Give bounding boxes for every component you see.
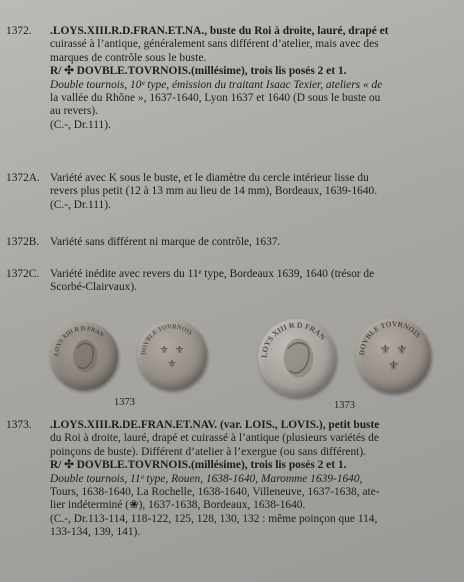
entry-1373 xyxy=(6,419,458,540)
svg-text:DOVBLE TOVRNOIS: DOVBLE TOVRNOIS xyxy=(357,319,423,356)
entry-number: 1372C. xyxy=(6,268,40,280)
entry-line: la vallée du Rhône », 1637-1640, Lyon 1637 et 1640 (D sous le buste ou xyxy=(50,92,381,105)
entry-line: R/ ✣ DOVBLE.TOVRNOIS.(millésime), trois lis posés 2 et 1. xyxy=(50,459,347,472)
entry-line: (C.-, Dr.111). xyxy=(50,118,111,131)
coin-caption: 1373 xyxy=(114,397,135,408)
coin-obverse-2 xyxy=(258,319,336,397)
coin-caption: 1373 xyxy=(334,400,355,411)
entry-line: revers plus petit (12 à 13 mm au lieu de 14 mm), Bordeaux, 1639-1640. xyxy=(50,185,378,198)
entry-line: Variété sans différent ni marque de contrôle, 1637. xyxy=(50,236,281,248)
svg-text:⚜: ⚜ xyxy=(166,358,178,371)
svg-text:⚜: ⚜ xyxy=(159,344,170,357)
entry-line: (C.-, Dr.111). xyxy=(50,198,111,211)
svg-text:⚜: ⚜ xyxy=(396,343,408,357)
entry-line: lier indéterminé (❀), 1637-1638, Bordeaux, 1638-1640. xyxy=(50,499,306,512)
entry-line: (C.-, Dr.113-114, 118-122, 125, 128, 130, 132 : même poinçon que 114, xyxy=(50,512,378,525)
svg-text:⚜: ⚜ xyxy=(387,358,400,373)
entry-line: Tours, 1638-1640, La Rochelle, 1638-1640, Villeneuve, 1637-1638, ate- xyxy=(50,486,380,499)
coin-reverse-1 xyxy=(137,320,207,390)
entry-line: Double tournois, 11ᵉ type, Rouen, 1638-1640, Maromme 1639-1640, xyxy=(50,472,363,485)
coin-obverse-1 xyxy=(50,322,118,390)
svg-text:DOVBLE TOVRNOIS: DOVBLE TOVRNOIS xyxy=(140,323,194,356)
entry-line: du Roi à droite, lauré, drapé et cuirassé à l’antique (plusieurs variétés de xyxy=(50,432,379,445)
entry-line: Variété avec K sous le buste, et le diamètre du cercle intérieur lisse du xyxy=(50,172,369,184)
entry-line: Double tournois, 10ᵉ type, émission du traitant Isaac Texier, ateliers « de xyxy=(50,78,383,91)
entry-number: 1373. xyxy=(6,419,32,431)
entry-line: cuirassé à l’antique, généralement sans différent d’atelier, mais avec des xyxy=(50,38,379,51)
svg-text:⚜: ⚜ xyxy=(174,344,185,357)
entry-line: .LOYS.XIII.R.DE.FRAN.ET.NAV. (var. LOIS., LOVIS.), petit buste xyxy=(50,419,380,431)
entry-number: 1372A. xyxy=(6,172,40,184)
entry-1372 xyxy=(6,25,458,132)
entry-line: R/ ✣ DOVBLE.TOVRNOIS.(millésime), trois lis posés 2 et 1. xyxy=(50,65,347,78)
entry-number: 1372. xyxy=(6,25,32,37)
entry-line: au revers). xyxy=(50,105,99,118)
coin-reverse-2 xyxy=(356,318,431,393)
entry-line: Variété inédite avec revers du 11ᵉ type, Bordeaux 1639, 1640 (trésor de xyxy=(50,268,375,280)
svg-text:LOYS XIII R D FRAN: LOYS XIII R D FRAN xyxy=(259,320,328,359)
entry-1372a xyxy=(6,172,458,212)
entry-line: poinçons de buste). Différent d’atelier à l’exergue (ou sans différent). xyxy=(50,445,366,458)
entry-line: Scorbé-Clairvaux). xyxy=(50,281,137,294)
svg-text:LOYS XIII R D FRAN: LOYS XIII R D FRAN xyxy=(54,326,105,357)
svg-text:⚜: ⚜ xyxy=(379,343,391,357)
entry-1372c xyxy=(6,268,458,295)
entry-line: 133-134, 139, 141). xyxy=(50,526,141,539)
entry-line: marques de contrôle sous le buste. xyxy=(50,51,207,64)
entry-1372b xyxy=(6,236,458,249)
entry-number: 1372B. xyxy=(6,236,40,248)
entry-line: .LOYS.XIII.R.D.FRAN.ET.NA., buste du Roi à droite, lauré, drapé et xyxy=(50,25,389,37)
